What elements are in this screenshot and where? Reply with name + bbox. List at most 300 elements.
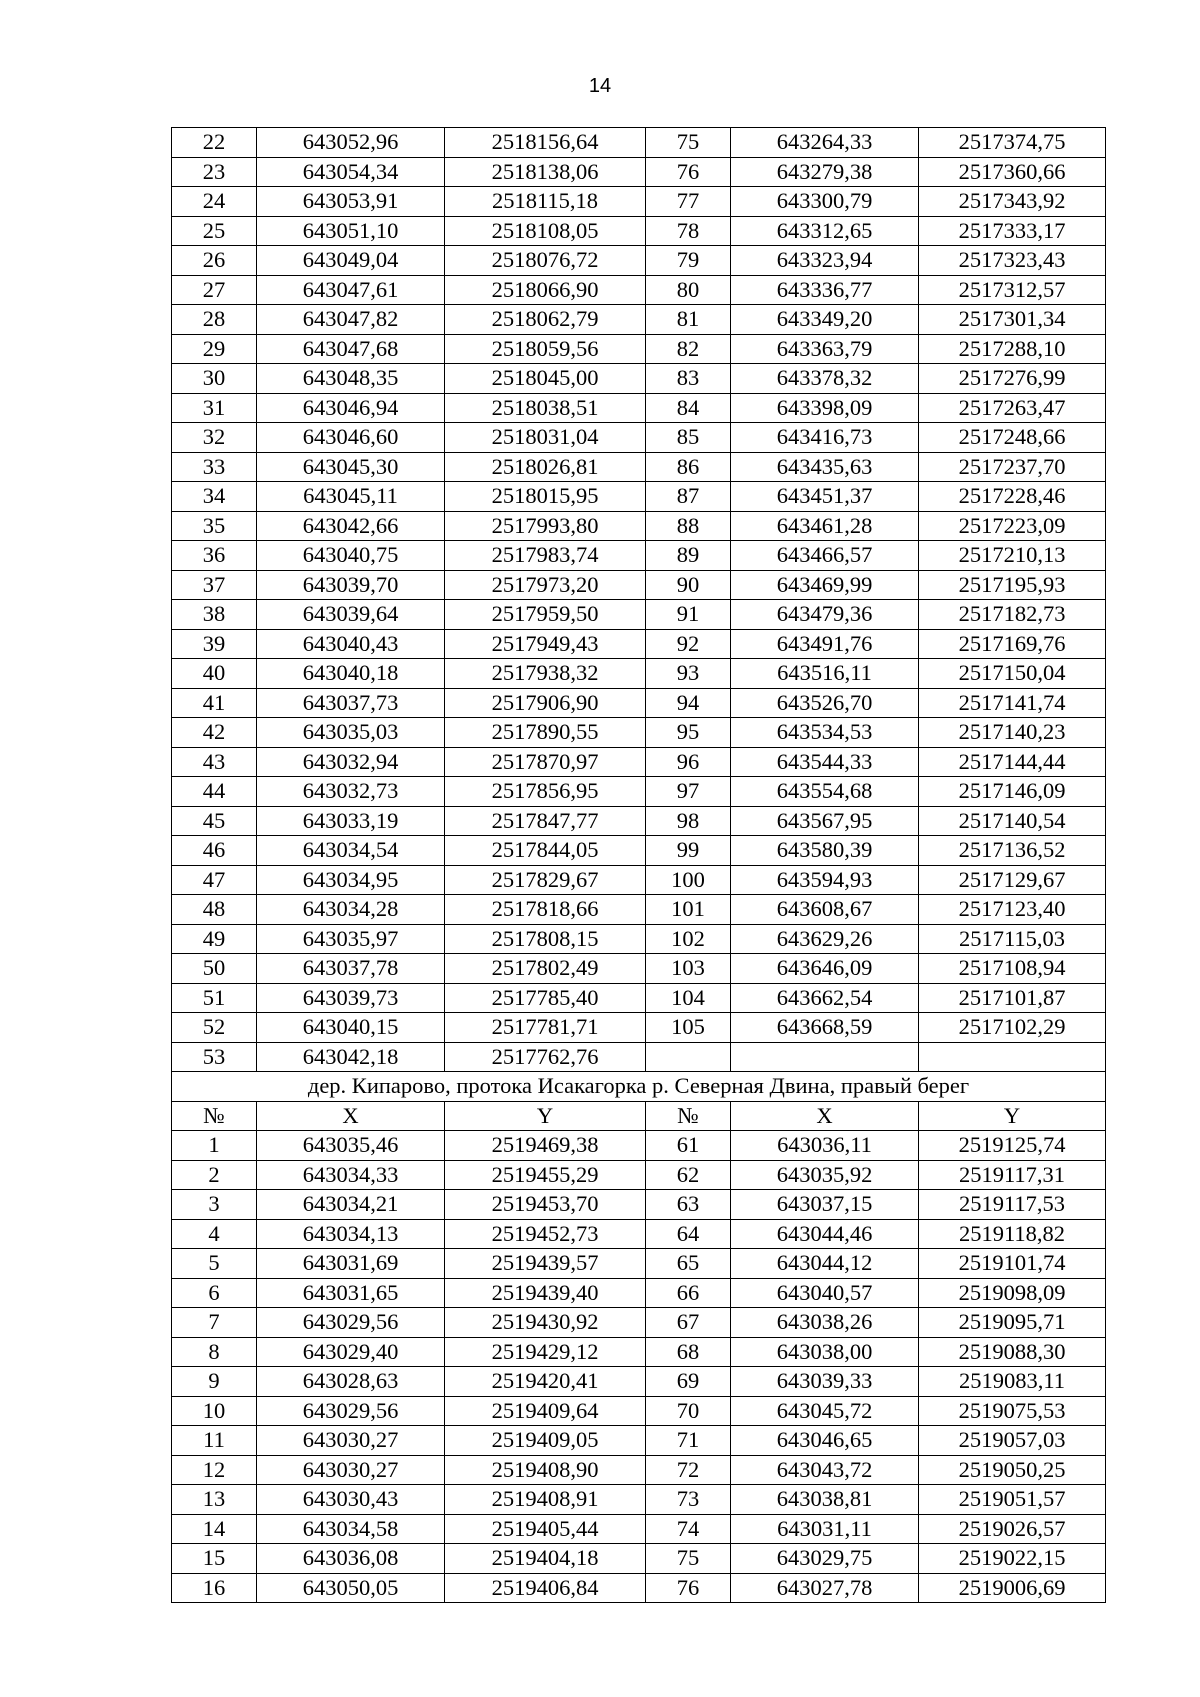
- cell-y-coordinate: 2517140,54: [919, 806, 1106, 836]
- cell-point-number: 84: [646, 393, 731, 423]
- cell-point-number: 35: [172, 511, 257, 541]
- table-row: [172, 541, 1106, 571]
- cell-point-number: 87: [646, 482, 731, 512]
- cell-x-coordinate: 643416,73: [731, 423, 919, 453]
- cell-x-coordinate: 643043,72: [731, 1455, 919, 1485]
- table-row: [172, 246, 1106, 276]
- cell-y-coordinate: 2517333,17: [919, 216, 1106, 246]
- cell-x-coordinate: 643363,79: [731, 334, 919, 364]
- cell-point-number: 42: [172, 718, 257, 748]
- cell-point-number: 71: [646, 1426, 731, 1456]
- cell-point-number: 33: [172, 452, 257, 482]
- cell-point-number: 38: [172, 600, 257, 630]
- cell-point-number: 102: [646, 924, 731, 954]
- cell-x-coordinate: 643042,18: [257, 1042, 445, 1072]
- cell-y-coordinate: 2517781,71: [445, 1013, 646, 1043]
- cell-point-number: 65: [646, 1249, 731, 1279]
- cell-y-coordinate: 2517150,04: [919, 659, 1106, 689]
- cell-x-coordinate: 643040,57: [731, 1278, 919, 1308]
- cell-point-number: 104: [646, 983, 731, 1013]
- cell-point-number: 32: [172, 423, 257, 453]
- cell-point-number: 3: [172, 1190, 257, 1220]
- cell-point-number: 79: [646, 246, 731, 276]
- cell-point-number: 73: [646, 1485, 731, 1515]
- cell-point-number: 36: [172, 541, 257, 571]
- table-row: [172, 1485, 1106, 1515]
- cell-point-number: 90: [646, 570, 731, 600]
- cell-x-coordinate: 643036,08: [257, 1544, 445, 1574]
- cell-point-number: 53: [172, 1042, 257, 1072]
- table-row: [172, 570, 1106, 600]
- cell-point-number: 97: [646, 777, 731, 807]
- cell-x-coordinate: 643044,12: [731, 1249, 919, 1279]
- cell-y-coordinate: 2517343,92: [919, 187, 1106, 217]
- cell-y-coordinate: 2519095,71: [919, 1308, 1106, 1338]
- cell-point-number: 94: [646, 688, 731, 718]
- cell-point-number: 61: [646, 1131, 731, 1161]
- table-row: [172, 659, 1106, 689]
- table-row: [172, 423, 1106, 453]
- cell-x-coordinate: 643035,97: [257, 924, 445, 954]
- cell-y-coordinate: 2517856,95: [445, 777, 646, 807]
- cell-y-coordinate: 2517906,90: [445, 688, 646, 718]
- cell-y-coordinate: 2517102,29: [919, 1013, 1106, 1043]
- cell-y-coordinate: 2517140,23: [919, 718, 1106, 748]
- cell-x-coordinate: 643050,05: [257, 1573, 445, 1603]
- cell-y-coordinate: 2517248,66: [919, 423, 1106, 453]
- cell-x-coordinate: 643567,95: [731, 806, 919, 836]
- cell-x-coordinate: 643594,93: [731, 865, 919, 895]
- cell-x-coordinate: 643046,60: [257, 423, 445, 453]
- cell-point-number: 89: [646, 541, 731, 571]
- cell-y-coordinate: 2519088,30: [919, 1337, 1106, 1367]
- cell-y-coordinate: 2519404,18: [445, 1544, 646, 1574]
- cell-y-coordinate: 2517108,94: [919, 954, 1106, 984]
- cell-y-coordinate: 2519117,31: [919, 1160, 1106, 1190]
- cell-x-coordinate: 643034,21: [257, 1190, 445, 1220]
- table-row: [172, 1367, 1106, 1397]
- cell-y-coordinate: 2519408,91: [445, 1485, 646, 1515]
- cell-point-number: 105: [646, 1013, 731, 1043]
- cell-point-number: [646, 1042, 731, 1072]
- cell-y-coordinate: 2519026,57: [919, 1514, 1106, 1544]
- cell-y-coordinate: 2517323,43: [919, 246, 1106, 276]
- cell-x-coordinate: 643046,65: [731, 1426, 919, 1456]
- cell-point-number: 24: [172, 187, 257, 217]
- table-row: [172, 511, 1106, 541]
- table-row: [172, 1544, 1106, 1574]
- cell-x-coordinate: 643052,96: [257, 128, 445, 158]
- cell-point-number: 92: [646, 629, 731, 659]
- cell-point-number: 52: [172, 1013, 257, 1043]
- cell-x-coordinate: 643378,32: [731, 364, 919, 394]
- cell-x-coordinate: 643662,54: [731, 983, 919, 1013]
- cell-y-coordinate: 2517228,46: [919, 482, 1106, 512]
- cell-y-coordinate: 2517169,76: [919, 629, 1106, 659]
- cell-y-coordinate: 2518038,51: [445, 393, 646, 423]
- cell-point-number: 101: [646, 895, 731, 925]
- cell-y-coordinate: 2517144,44: [919, 747, 1106, 777]
- coordinates-table: [171, 127, 1106, 1603]
- cell-y-coordinate: 2518031,04: [445, 423, 646, 453]
- table-row: [172, 1426, 1106, 1456]
- cell-y-coordinate: 2517949,43: [445, 629, 646, 659]
- cell-point-number: 96: [646, 747, 731, 777]
- cell-y-coordinate: 2517870,97: [445, 747, 646, 777]
- table-row: [172, 452, 1106, 482]
- cell-y-coordinate: 2517263,47: [919, 393, 1106, 423]
- cell-point-number: 28: [172, 305, 257, 335]
- cell-x-coordinate: 643037,73: [257, 688, 445, 718]
- cell-y-coordinate: 2518066,90: [445, 275, 646, 305]
- cell-x-coordinate: 643040,75: [257, 541, 445, 571]
- section-title: дер. Кипарово, протока Исакагорка р. Северная Двина, правый берег: [172, 1072, 1106, 1102]
- cell-y-coordinate: 2517762,76: [445, 1042, 646, 1072]
- cell-x-coordinate: 643469,99: [731, 570, 919, 600]
- cell-y-coordinate: 2519022,15: [919, 1544, 1106, 1574]
- cell-point-number: 47: [172, 865, 257, 895]
- table-row: [172, 187, 1106, 217]
- cell-y-coordinate: 2517802,49: [445, 954, 646, 984]
- cell-point-number: 83: [646, 364, 731, 394]
- table-row: [172, 600, 1106, 630]
- table-row: [172, 334, 1106, 364]
- cell-point-number: 66: [646, 1278, 731, 1308]
- cell-x-coordinate: 643033,19: [257, 806, 445, 836]
- cell-y-coordinate: 2518076,72: [445, 246, 646, 276]
- cell-point-number: 2: [172, 1160, 257, 1190]
- cell-point-number: 75: [646, 128, 731, 158]
- cell-y-coordinate: 2518156,64: [445, 128, 646, 158]
- cell-x-coordinate: 643336,77: [731, 275, 919, 305]
- cell-x-coordinate: 643034,28: [257, 895, 445, 925]
- cell-y-coordinate: 2519125,74: [919, 1131, 1106, 1161]
- cell-y-coordinate: 2517136,52: [919, 836, 1106, 866]
- cell-x-coordinate: 643668,59: [731, 1013, 919, 1043]
- cell-y-coordinate: 2518026,81: [445, 452, 646, 482]
- cell-y-coordinate: 2519469,38: [445, 1131, 646, 1161]
- cell-x-coordinate: 643398,09: [731, 393, 919, 423]
- cell-x-coordinate: 643435,63: [731, 452, 919, 482]
- cell-y-coordinate: 2518045,00: [445, 364, 646, 394]
- cell-point-number: 63: [646, 1190, 731, 1220]
- cell-y-coordinate: 2517374,75: [919, 128, 1106, 158]
- cell-y-coordinate: 2517115,03: [919, 924, 1106, 954]
- cell-y-coordinate: 2519420,41: [445, 1367, 646, 1397]
- table-row: [172, 629, 1106, 659]
- cell-y-coordinate: 2517312,57: [919, 275, 1106, 305]
- cell-y-coordinate: 2519439,40: [445, 1278, 646, 1308]
- cell-point-number: 22: [172, 128, 257, 158]
- cell-x-coordinate: 643044,46: [731, 1219, 919, 1249]
- cell-y-coordinate: 2518059,56: [445, 334, 646, 364]
- cell-y-coordinate: 2517141,74: [919, 688, 1106, 718]
- table-row: [172, 1573, 1106, 1603]
- cell-point-number: 77: [646, 187, 731, 217]
- cell-point-number: 23: [172, 157, 257, 187]
- cell-x-coordinate: 643608,67: [731, 895, 919, 925]
- cell-point-number: 76: [646, 157, 731, 187]
- cell-y-coordinate: 2517808,15: [445, 924, 646, 954]
- table-row: [172, 1278, 1106, 1308]
- cell-x-coordinate: 643034,54: [257, 836, 445, 866]
- table-row: [172, 1514, 1106, 1544]
- cell-x-coordinate: 643544,33: [731, 747, 919, 777]
- cell-point-number: 93: [646, 659, 731, 689]
- cell-point-number: 30: [172, 364, 257, 394]
- cell-y-coordinate: Y: [445, 1101, 646, 1131]
- cell-y-coordinate: 2517938,32: [445, 659, 646, 689]
- cell-y-coordinate: 2517890,55: [445, 718, 646, 748]
- cell-x-coordinate: 643046,94: [257, 393, 445, 423]
- cell-y-coordinate: [919, 1042, 1106, 1072]
- cell-x-coordinate: 643038,00: [731, 1337, 919, 1367]
- cell-point-number: 13: [172, 1485, 257, 1515]
- cell-y-coordinate: 2519117,53: [919, 1190, 1106, 1220]
- cell-x-coordinate: 643646,09: [731, 954, 919, 984]
- coordinates-table-body: [172, 128, 1106, 1603]
- cell-point-number: 44: [172, 777, 257, 807]
- table-row: [172, 157, 1106, 187]
- cell-x-coordinate: 643040,43: [257, 629, 445, 659]
- page-number: 14: [588, 75, 612, 97]
- cell-y-coordinate: 2519408,90: [445, 1455, 646, 1485]
- table-row: [172, 1131, 1106, 1161]
- cell-y-coordinate: 2517983,74: [445, 541, 646, 571]
- cell-x-coordinate: 643034,33: [257, 1160, 445, 1190]
- cell-point-number: 48: [172, 895, 257, 925]
- table-row: [172, 275, 1106, 305]
- cell-x-coordinate: 643264,33: [731, 128, 919, 158]
- cell-point-number: 7: [172, 1308, 257, 1338]
- cell-x-coordinate: 643534,53: [731, 718, 919, 748]
- cell-x-coordinate: 643029,56: [257, 1396, 445, 1426]
- cell-y-coordinate: 2517847,77: [445, 806, 646, 836]
- cell-x-coordinate: 643037,78: [257, 954, 445, 984]
- cell-x-coordinate: 643032,94: [257, 747, 445, 777]
- cell-y-coordinate: 2519453,70: [445, 1190, 646, 1220]
- cell-point-number: 8: [172, 1337, 257, 1367]
- cell-y-coordinate: 2517146,09: [919, 777, 1106, 807]
- cell-x-coordinate: 643029,56: [257, 1308, 445, 1338]
- cell-point-number: 80: [646, 275, 731, 305]
- cell-x-coordinate: 643039,70: [257, 570, 445, 600]
- table-row: [172, 895, 1106, 925]
- cell-y-coordinate: 2519409,64: [445, 1396, 646, 1426]
- cell-x-coordinate: 643042,66: [257, 511, 445, 541]
- cell-x-coordinate: 643028,63: [257, 1367, 445, 1397]
- cell-point-number: 37: [172, 570, 257, 600]
- table-row: [172, 1042, 1106, 1072]
- cell-point-number: 4: [172, 1219, 257, 1249]
- cell-x-coordinate: 643040,15: [257, 1013, 445, 1043]
- cell-y-coordinate: 2519405,44: [445, 1514, 646, 1544]
- cell-point-number: 9: [172, 1367, 257, 1397]
- cell-x-coordinate: 643554,68: [731, 777, 919, 807]
- cell-point-number: 14: [172, 1514, 257, 1544]
- cell-point-number: 25: [172, 216, 257, 246]
- cell-point-number: 95: [646, 718, 731, 748]
- cell-y-coordinate: 2519409,05: [445, 1426, 646, 1456]
- cell-x-coordinate: 643053,91: [257, 187, 445, 217]
- cell-y-coordinate: 2517829,67: [445, 865, 646, 895]
- cell-x-coordinate: 643466,57: [731, 541, 919, 571]
- cell-x-coordinate: 643039,73: [257, 983, 445, 1013]
- cell-point-number: 46: [172, 836, 257, 866]
- cell-point-number: 45: [172, 806, 257, 836]
- cell-point-number: 27: [172, 275, 257, 305]
- cell-x-coordinate: 643045,72: [731, 1396, 919, 1426]
- cell-point-number: 50: [172, 954, 257, 984]
- cell-point-number: 40: [172, 659, 257, 689]
- cell-y-coordinate: 2517123,40: [919, 895, 1106, 925]
- table-row: [172, 1160, 1106, 1190]
- cell-x-coordinate: 643035,46: [257, 1131, 445, 1161]
- cell-point-number: 12: [172, 1455, 257, 1485]
- cell-point-number: 81: [646, 305, 731, 335]
- table-row: [172, 718, 1106, 748]
- cell-y-coordinate: 2519083,11: [919, 1367, 1106, 1397]
- cell-point-number: 69: [646, 1367, 731, 1397]
- table-row: [172, 364, 1106, 394]
- cell-x-coordinate: 643029,75: [731, 1544, 919, 1574]
- cell-y-coordinate: 2517276,99: [919, 364, 1106, 394]
- table-row: [172, 777, 1106, 807]
- table-row: [172, 1337, 1106, 1367]
- cell-x-coordinate: 643049,04: [257, 246, 445, 276]
- cell-y-coordinate: 2517288,10: [919, 334, 1106, 364]
- table-row: [172, 393, 1106, 423]
- cell-y-coordinate: 2517993,80: [445, 511, 646, 541]
- cell-x-coordinate: 643034,13: [257, 1219, 445, 1249]
- cell-point-number: 16: [172, 1573, 257, 1603]
- cell-y-coordinate: 2519430,92: [445, 1308, 646, 1338]
- section-title-row: [172, 1072, 1106, 1102]
- table-row: [172, 1308, 1106, 1338]
- table-row: [172, 836, 1106, 866]
- table-row: [172, 747, 1106, 777]
- cell-y-coordinate: 2519439,57: [445, 1249, 646, 1279]
- cell-x-coordinate: 643032,73: [257, 777, 445, 807]
- table-row: [172, 1013, 1106, 1043]
- cell-y-coordinate: 2517785,40: [445, 983, 646, 1013]
- cell-point-number: 49: [172, 924, 257, 954]
- cell-point-number: 34: [172, 482, 257, 512]
- cell-x-coordinate: 643580,39: [731, 836, 919, 866]
- cell-y-coordinate: 2517182,73: [919, 600, 1106, 630]
- cell-y-coordinate: 2517237,70: [919, 452, 1106, 482]
- table-row: [172, 1455, 1106, 1485]
- cell-y-coordinate: 2518115,18: [445, 187, 646, 217]
- cell-y-coordinate: 2519406,84: [445, 1573, 646, 1603]
- table-row: [172, 216, 1106, 246]
- cell-point-number: 74: [646, 1514, 731, 1544]
- cell-y-coordinate: 2519118,82: [919, 1219, 1106, 1249]
- cell-x-coordinate: 643047,68: [257, 334, 445, 364]
- cell-point-number: 43: [172, 747, 257, 777]
- cell-x-coordinate: 643038,26: [731, 1308, 919, 1338]
- cell-x-coordinate: 643031,11: [731, 1514, 919, 1544]
- cell-point-number: 29: [172, 334, 257, 364]
- cell-point-number: №: [646, 1101, 731, 1131]
- table-row: [172, 688, 1106, 718]
- cell-x-coordinate: [731, 1042, 919, 1072]
- cell-x-coordinate: 643029,40: [257, 1337, 445, 1367]
- cell-x-coordinate: 643461,28: [731, 511, 919, 541]
- cell-y-coordinate: 2519050,25: [919, 1455, 1106, 1485]
- cell-x-coordinate: 643038,81: [731, 1485, 919, 1515]
- cell-y-coordinate: 2519098,09: [919, 1278, 1106, 1308]
- cell-y-coordinate: 2517360,66: [919, 157, 1106, 187]
- cell-y-coordinate: 2518138,06: [445, 157, 646, 187]
- cell-y-coordinate: 2519429,12: [445, 1337, 646, 1367]
- cell-point-number: 51: [172, 983, 257, 1013]
- cell-point-number: 82: [646, 334, 731, 364]
- cell-x-coordinate: 643031,69: [257, 1249, 445, 1279]
- cell-x-coordinate: 643036,11: [731, 1131, 919, 1161]
- table-row: [172, 1190, 1106, 1220]
- cell-point-number: 1: [172, 1131, 257, 1161]
- cell-x-coordinate: 643030,43: [257, 1485, 445, 1515]
- table-row: [172, 128, 1106, 158]
- cell-x-coordinate: 643051,10: [257, 216, 445, 246]
- cell-x-coordinate: 643323,94: [731, 246, 919, 276]
- cell-point-number: 6: [172, 1278, 257, 1308]
- cell-y-coordinate: 2517301,34: [919, 305, 1106, 335]
- cell-point-number: 15: [172, 1544, 257, 1574]
- cell-point-number: 85: [646, 423, 731, 453]
- cell-point-number: 86: [646, 452, 731, 482]
- table-row: [172, 1249, 1106, 1279]
- cell-x-coordinate: 643526,70: [731, 688, 919, 718]
- cell-x-coordinate: 643027,78: [731, 1573, 919, 1603]
- cell-point-number: 91: [646, 600, 731, 630]
- cell-y-coordinate: 2519057,03: [919, 1426, 1106, 1456]
- cell-x-coordinate: 643034,95: [257, 865, 445, 895]
- cell-y-coordinate: 2519006,69: [919, 1573, 1106, 1603]
- cell-x-coordinate: 643034,58: [257, 1514, 445, 1544]
- cell-point-number: 11: [172, 1426, 257, 1456]
- cell-y-coordinate: 2518015,95: [445, 482, 646, 512]
- cell-point-number: 72: [646, 1455, 731, 1485]
- cell-point-number: 78: [646, 216, 731, 246]
- table-row: [172, 924, 1106, 954]
- cell-point-number: 68: [646, 1337, 731, 1367]
- cell-point-number: 88: [646, 511, 731, 541]
- cell-y-coordinate: 2517844,05: [445, 836, 646, 866]
- cell-point-number: 41: [172, 688, 257, 718]
- cell-x-coordinate: 643039,64: [257, 600, 445, 630]
- cell-x-coordinate: 643035,03: [257, 718, 445, 748]
- cell-point-number: 103: [646, 954, 731, 984]
- table-row: [172, 954, 1106, 984]
- cell-x-coordinate: 643047,61: [257, 275, 445, 305]
- cell-point-number: 39: [172, 629, 257, 659]
- cell-point-number: 26: [172, 246, 257, 276]
- cell-x-coordinate: 643030,27: [257, 1426, 445, 1456]
- cell-y-coordinate: 2519101,74: [919, 1249, 1106, 1279]
- cell-y-coordinate: 2519051,57: [919, 1485, 1106, 1515]
- cell-point-number: 5: [172, 1249, 257, 1279]
- cell-y-coordinate: 2517959,50: [445, 600, 646, 630]
- cell-y-coordinate: 2517101,87: [919, 983, 1106, 1013]
- cell-x-coordinate: 643039,33: [731, 1367, 919, 1397]
- cell-y-coordinate: 2517210,13: [919, 541, 1106, 571]
- cell-point-number: 100: [646, 865, 731, 895]
- cell-x-coordinate: 643479,36: [731, 600, 919, 630]
- cell-x-coordinate: 643312,65: [731, 216, 919, 246]
- cell-y-coordinate: 2517973,20: [445, 570, 646, 600]
